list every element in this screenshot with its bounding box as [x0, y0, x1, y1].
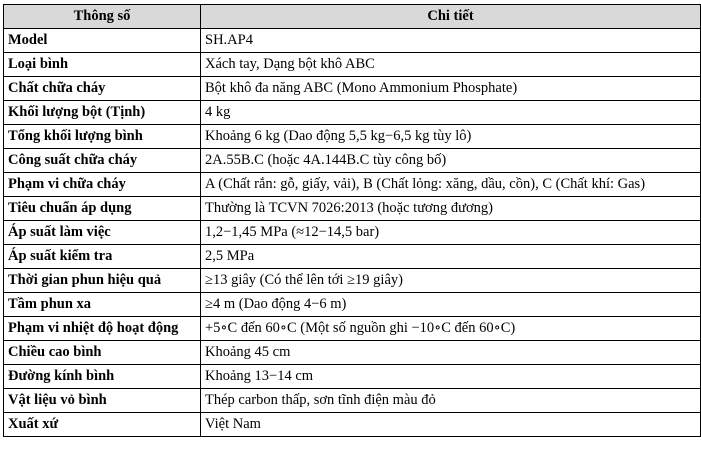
table-row [4, 293, 701, 317]
row-detail: ≥4 m (Dao động 4−6 m) [201, 293, 701, 317]
row-detail: SH.AP4 [201, 29, 701, 53]
row-detail: +5∘C đến 60∘C (Một số nguồn ghi −10∘C đến 60∘C) [201, 317, 701, 341]
row-parameter: Xuất xứ [4, 413, 201, 437]
row-detail: 4 kg [201, 101, 701, 125]
row-parameter: Tổng khối lượng bình [4, 125, 201, 149]
table-row [4, 197, 701, 221]
row-detail: Khoảng 6 kg (Dao động 5,5 kg−6,5 kg tùy lô) [201, 125, 701, 149]
table-row [4, 173, 701, 197]
table-row [4, 245, 701, 269]
spec-table [3, 4, 701, 437]
header-detail: Chi tiết [201, 5, 701, 29]
row-detail: Khoảng 13−14 cm [201, 365, 701, 389]
row-parameter: Chất chữa cháy [4, 77, 201, 101]
table-row [4, 269, 701, 293]
table-row [4, 341, 701, 365]
row-detail: Thường là TCVN 7026:2013 (hoặc tương đương) [201, 197, 701, 221]
row-parameter: Công suất chữa cháy [4, 149, 201, 173]
row-detail: 1,2−1,45 MPa (≈12−14,5 bar) [201, 221, 701, 245]
row-detail: ≥13 giây (Có thể lên tới ≥19 giây) [201, 269, 701, 293]
row-parameter: Chiều cao bình [4, 341, 201, 365]
table-row [4, 125, 701, 149]
row-detail: Khoảng 45 cm [201, 341, 701, 365]
table-row [4, 221, 701, 245]
row-parameter: Phạm vi chữa cháy [4, 173, 201, 197]
table-row [4, 53, 701, 77]
row-parameter: Vật liệu vỏ bình [4, 389, 201, 413]
table-row [4, 317, 701, 341]
table-row [4, 29, 701, 53]
row-parameter: Áp suất kiểm tra [4, 245, 201, 269]
table-row [4, 149, 701, 173]
table-row [4, 365, 701, 389]
row-parameter: Phạm vi nhiệt độ hoạt động [4, 317, 201, 341]
row-detail: Việt Nam [201, 413, 701, 437]
table-row [4, 77, 701, 101]
row-parameter: Tiêu chuẩn áp dụng [4, 197, 201, 221]
row-detail: A (Chất rắn: gỗ, giấy, vải), B (Chất lỏng: xăng, dầu, cồn), C (Chất khí: Gas) [201, 173, 701, 197]
table-header-row [4, 5, 701, 29]
row-detail: Xách tay, Dạng bột khô ABC [201, 53, 701, 77]
row-parameter: Đường kính bình [4, 365, 201, 389]
row-detail: Thép carbon thấp, sơn tĩnh điện màu đỏ [201, 389, 701, 413]
row-parameter: Tầm phun xa [4, 293, 201, 317]
table-row [4, 413, 701, 437]
row-parameter: Áp suất làm việc [4, 221, 201, 245]
row-parameter: Model [4, 29, 201, 53]
row-detail: 2A.55B.C (hoặc 4A.144B.C tùy công bố) [201, 149, 701, 173]
row-parameter: Loại bình [4, 53, 201, 77]
row-detail: Bột khô đa năng ABC (Mono Ammonium Phosphate) [201, 77, 701, 101]
row-parameter: Khối lượng bột (Tịnh) [4, 101, 201, 125]
table-row [4, 389, 701, 413]
row-detail: 2,5 MPa [201, 245, 701, 269]
table-row [4, 101, 701, 125]
row-parameter: Thời gian phun hiệu quả [4, 269, 201, 293]
header-parameter: Thông số [4, 5, 201, 29]
